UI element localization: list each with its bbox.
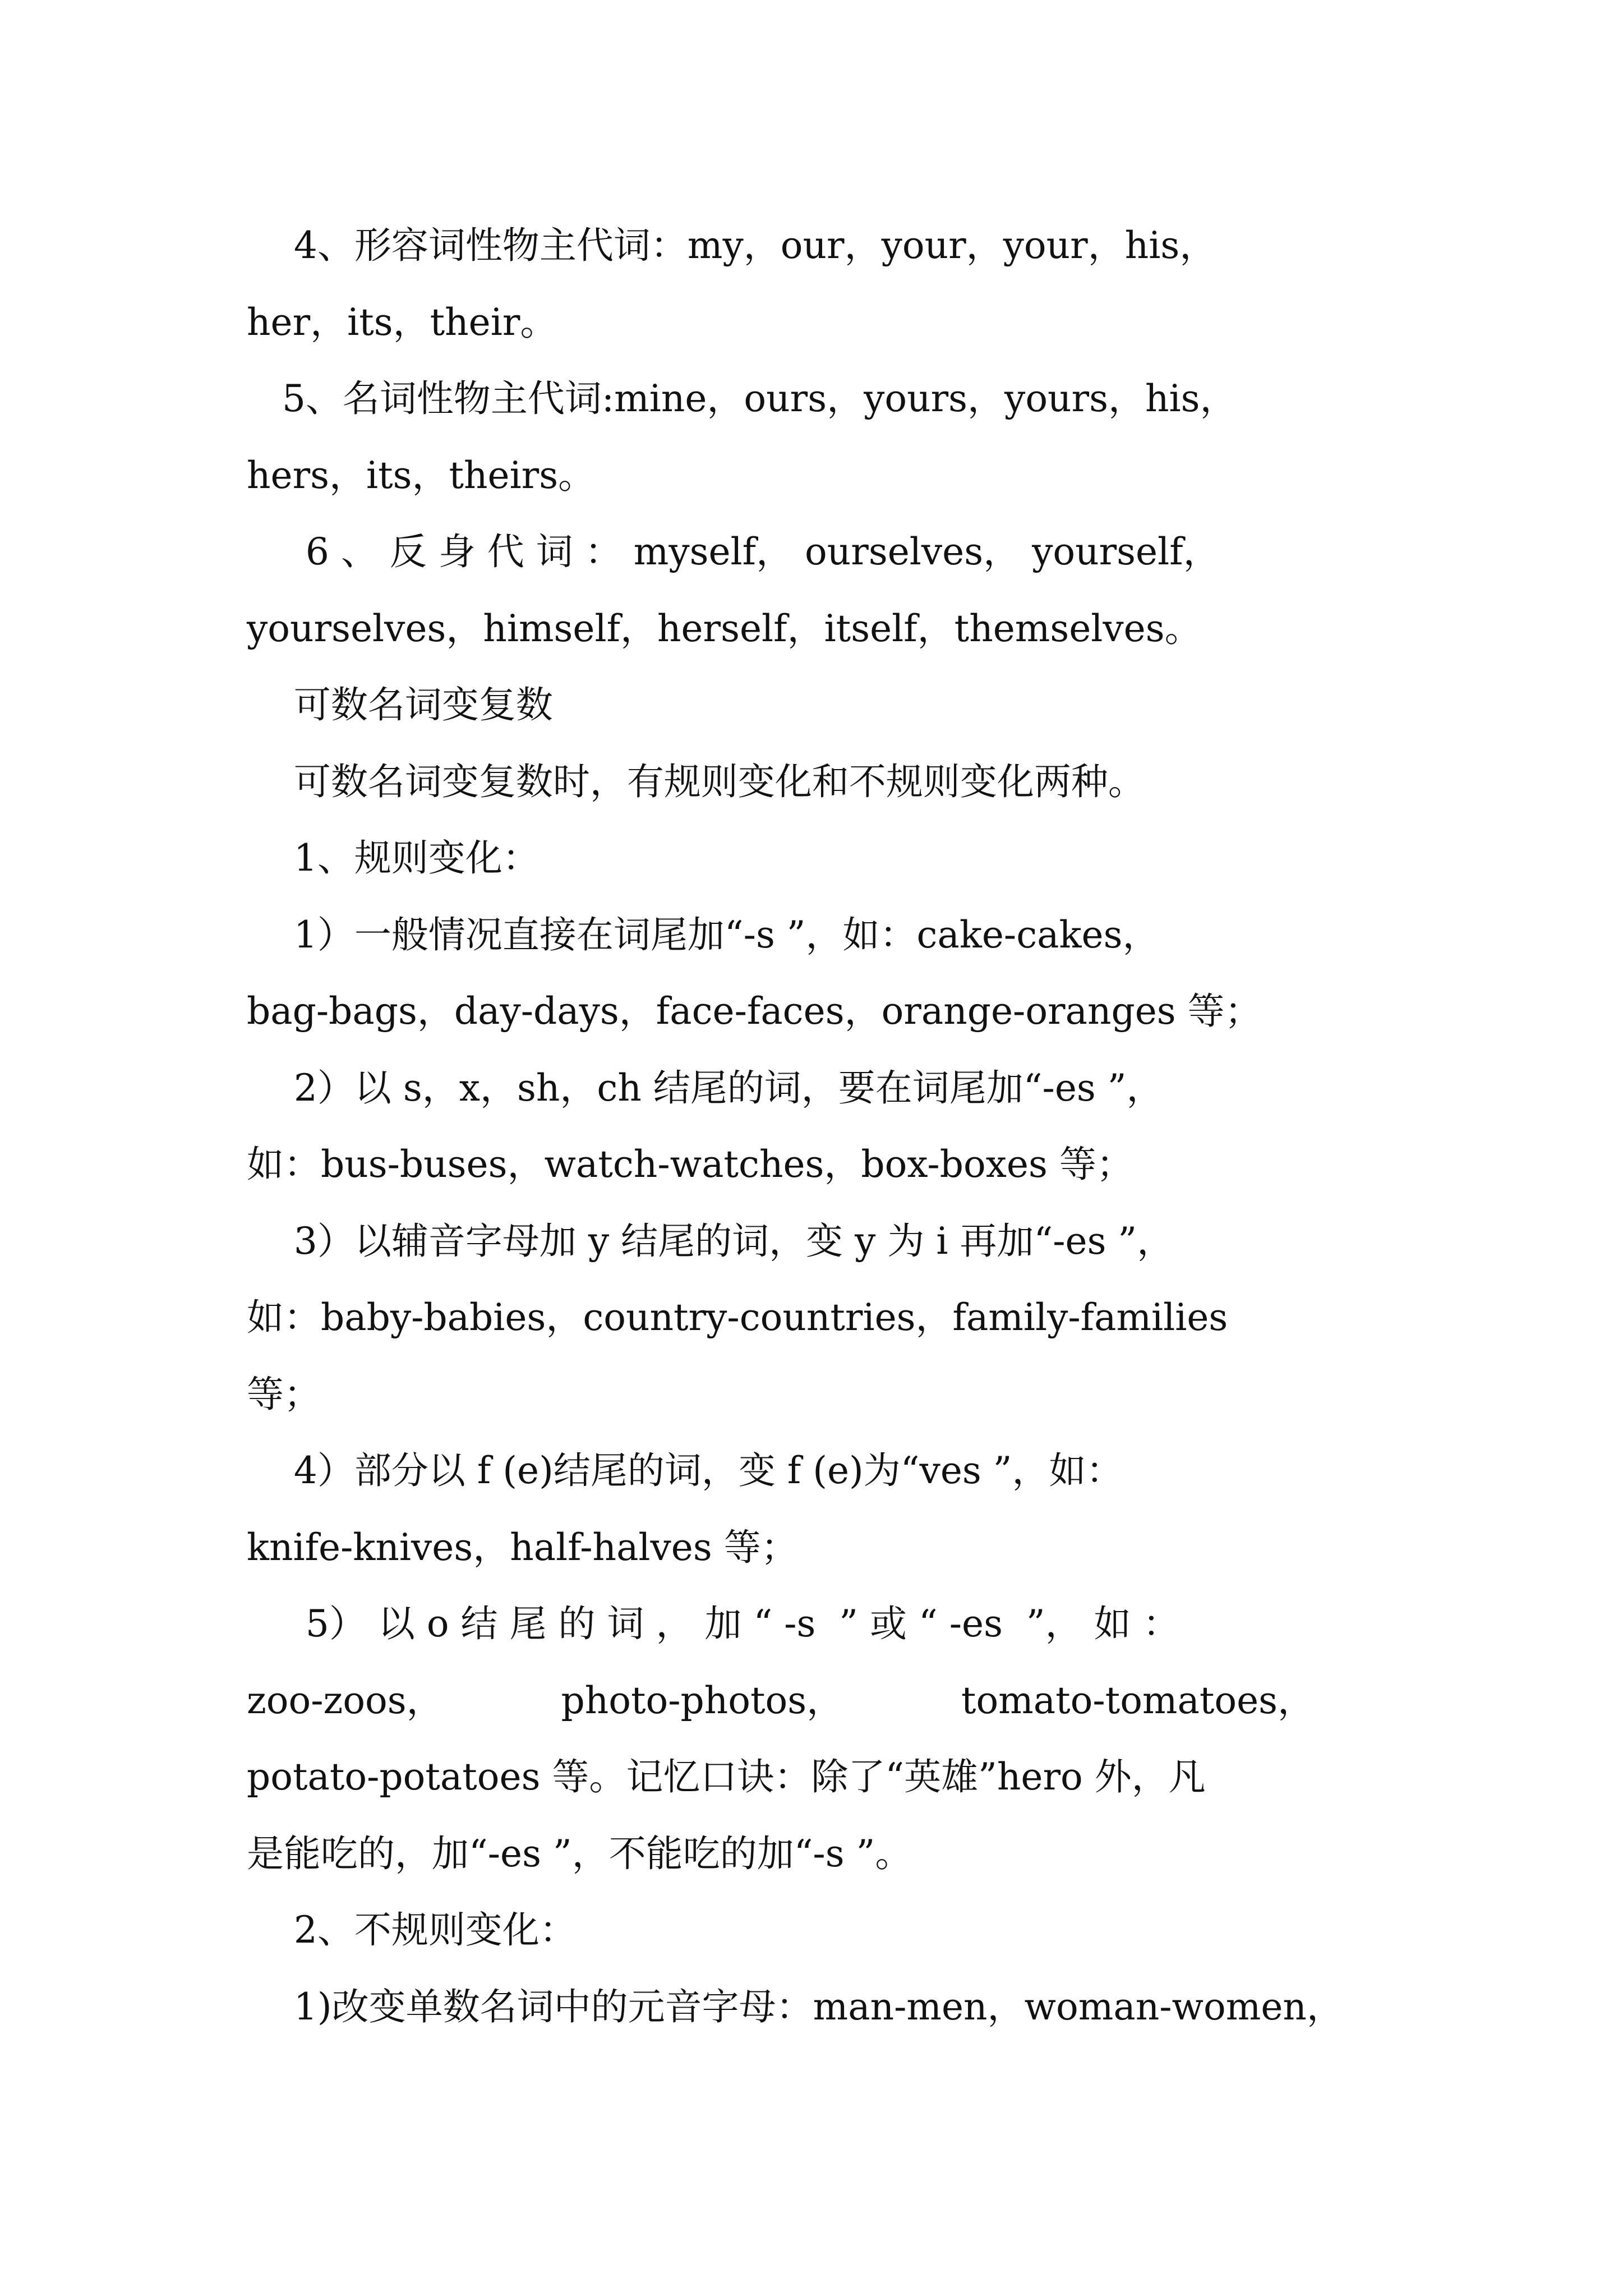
text-line-2: her，its，their。 [247,300,557,344]
text-line-20: zoo-zoos， photo-photos， tomato-tomatoes， [247,1678,1315,1722]
text-line-1: 4、形容词性物主代词：my，our，your，your，his， [247,224,1217,267]
subheading-irregular: 2、不规则变化： [247,1908,577,1952]
text-line-10: 1）一般情况直接在词尾加“-s ”，如：cake-cakes， [247,913,1160,956]
text-line-24: 1)改变单数名词中的元音字母：man-men，woman-women， [247,1985,1344,2028]
text-line-11: bag-bags，day-days，face-faces，orange-oranges 等； [247,990,1262,1033]
text-line-5: 6 、 反 身 代 词 ： myself， ourselves， yourself， [247,530,1220,573]
text-line-16: 等； [247,1372,321,1416]
document-page [247,208,1396,2045]
text-line-4: hers，its，theirs。 [247,453,596,497]
text-line-8: 可数名词变复数时，有规则变化和不规则变化两种。 [247,760,1145,803]
text-line-3: 5、名词性物主代词:mine，ours，yours，yours，his， [247,377,1237,420]
text-line-13: 如：bus-buses，watch-watches，box-boxes 等； [247,1143,1133,1186]
text-line-17: 4）部分以 f (e)结尾的词，变 f (e)为“ves ”，如： [247,1449,1123,1492]
section-heading: 可数名词变复数 [247,683,553,726]
text-line-15: 如：baby-babies，country-countries，family-families [247,1296,1228,1339]
subheading-regular: 1、规则变化： [247,836,540,880]
text-line-12: 2）以 s，x，sh，ch 结尾的词，要在词尾加“-es ”， [247,1066,1164,1110]
text-line-6: yourselves，himself，herself，itself，themselves。 [247,606,1202,650]
text-line-21: potato-potatoes 等。记忆口诀：除了“英雄”hero 外，凡 [247,1755,1206,1798]
text-line-14: 3）以辅音字母加 y 结尾的词，变 y 为 i 再加“-es ”， [247,1219,1174,1263]
text-line-18: knife-knives，half-halves 等； [247,1525,798,1569]
text-line-22: 是能吃的，加“-es ”，不能吃的加“-s ”。 [247,1832,912,1875]
text-line-19: 5） 以 o 结 尾 的 词 ， 加 “ -s ” 或 “ -es ”， 如 ： [247,1602,1180,1645]
